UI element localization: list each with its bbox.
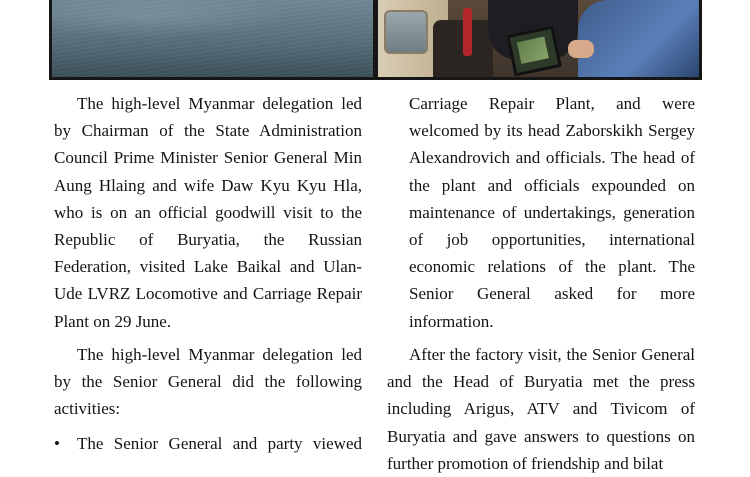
fire-extinguisher [463, 8, 472, 56]
bullet-icon: • [54, 434, 60, 453]
cabin-photo [378, 0, 699, 77]
lake-photo [52, 0, 373, 77]
hand [568, 40, 594, 58]
right-paragraph-2: After the factory visit, the Senior General and the Head of Buryatia met the press including Arigus, ATV and Tivicom of Buryatia and gave answers to questions on further promotion of friendship and bilat [387, 345, 695, 473]
person-figure [578, 0, 699, 77]
cabin-window [384, 10, 428, 54]
left-paragraph-2: The high-level Myanmar delegation led by the Senior General did the following activities: [54, 345, 362, 419]
tablet-device [506, 25, 562, 76]
left-paragraph-1: The high-level Myanmar delegation led by Chairman of the State Administration Council Prime Minister Senior General Min Aung Hlaing and wife Daw Kyu Kyu Hla, who is on an official goodwill visit to the Republic of Buryatia, the Russian Federation, visited Lake Baikal and Ulan-Ude LVRZ Locomotive and Carriage Repair Plant on 29 June. [54, 94, 362, 331]
bullet-text: The Senior General and party viewed [77, 434, 362, 453]
bullet-list-item [54, 430, 362, 457]
right-paragraph-1: Carriage Repair Plant, and were welcomed by its head Zaborskikh Sergey Alexandrovich and officials. The head of the plant and officials expounded on maintenance of undertakings, generation of job opportunities, international economic relations of the plant. The Senior General asked for more information. [409, 94, 695, 331]
